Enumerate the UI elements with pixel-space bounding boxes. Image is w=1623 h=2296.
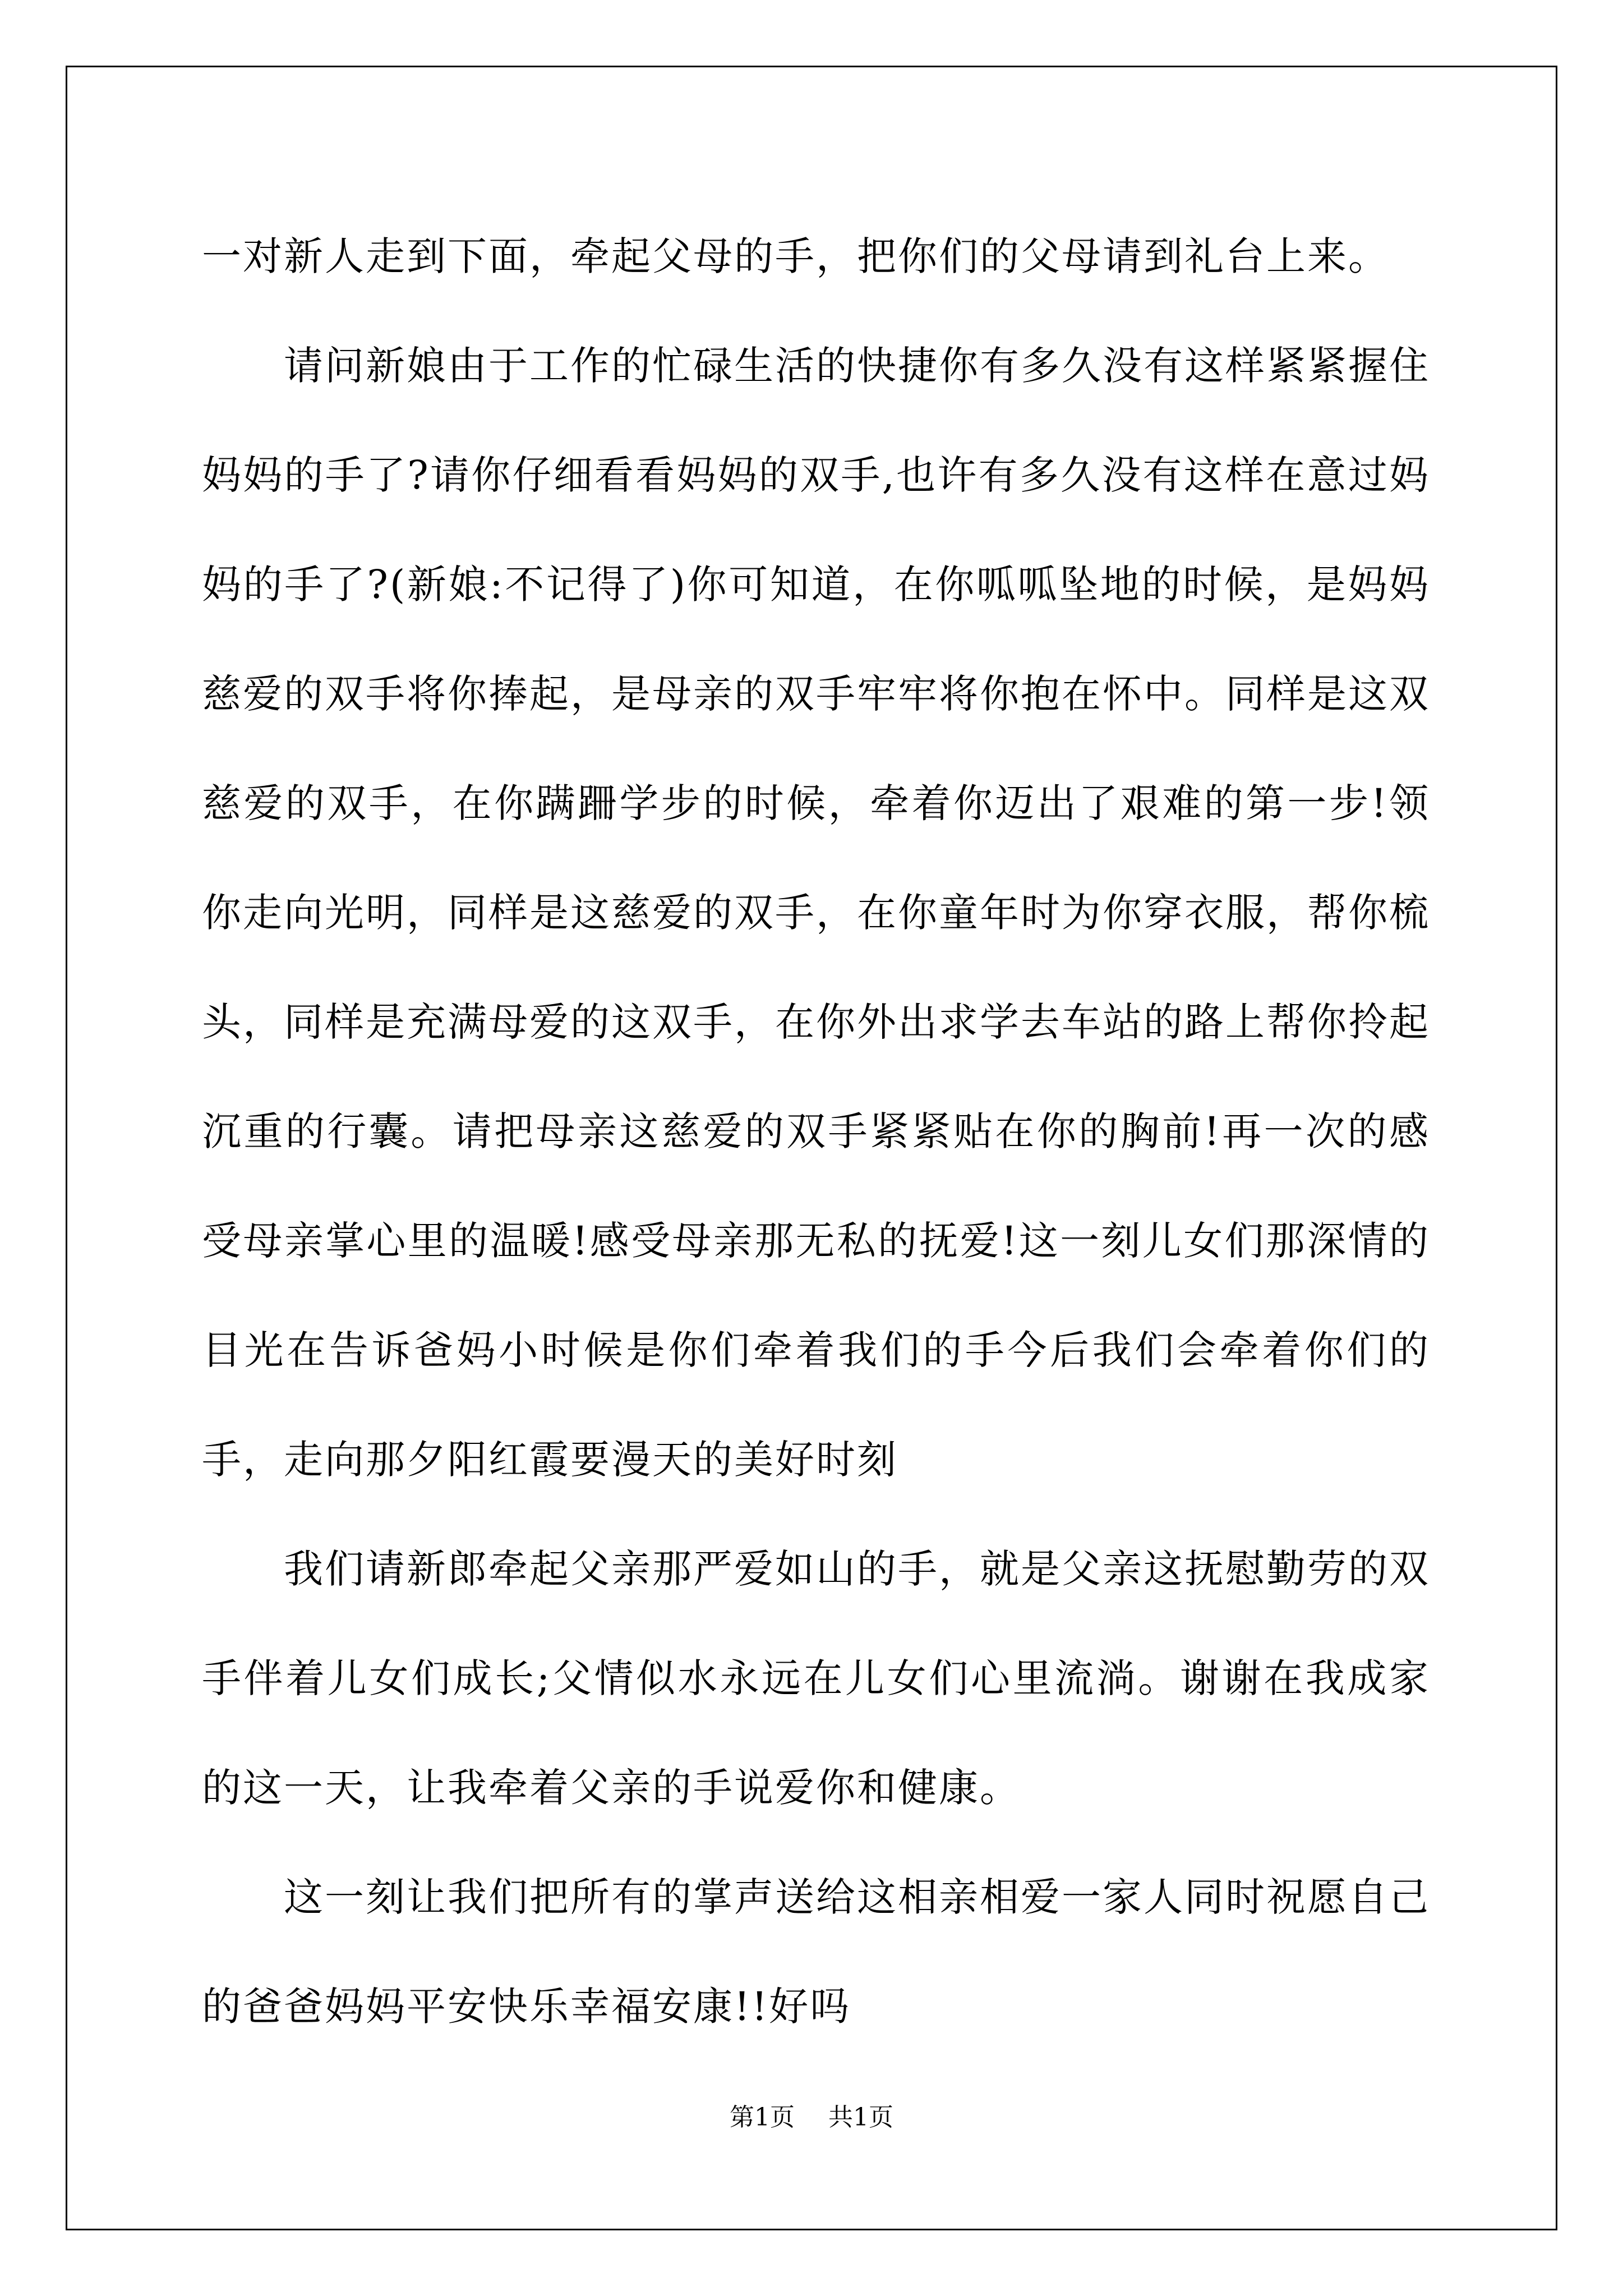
document-body: [202, 202, 1430, 2062]
paragraph-4: 这一刻让我们把所有的掌声送给这相亲相爱一家人同时祝愿自己的爸爸妈妈平安快乐幸福安康!!好吗: [202, 1874, 1430, 2030]
paragraph-2: 请问新娘由于工作的忙碌生活的快捷你有多久没有这样紧紧握住妈妈的手了?请你仔细看看妈妈的双手,也许有多久没有这样在意过妈妈的手了?(新娘:不记得了)你可知道，在你呱呱坠地的时候，是妈妈慈爱的双手将你捧起，是母亲的双手牢牢将你抱在怀中。同样是这双慈爱的双手，在你蹒跚学步的时候，牵着你迈出了艰难的第一步!领你走向光明，同样是这慈爱的双手，在你童年时为你穿衣服，帮你梳头，同样是充满母爱的这双手，在你外出求学去车站的路上帮你拎起沉重的行囊。请把母亲这慈爱的双手紧紧贴在你的胸前!再一次的感受母亲掌心里的温暖!感受母亲那无私的抚爱!这一刻儿女们那深情的目光在告诉爸妈小时候是你们牵着我们的手今后我们会牵着你们的手，走向那夕阳红霞要漫天的美好时刻: [202, 343, 1430, 1483]
page-footer: [0, 2101, 1623, 2134]
page-number: 第1页: [730, 2103, 795, 2132]
paragraph-3: 我们请新郎牵起父亲那严爱如山的手，就是父亲这抚慰勤劳的双手伴着儿女们成长;父情似水永远在儿女们心里流淌。谢谢在我成家的这一天，让我牵着父亲的手说爱你和健康。: [202, 1546, 1430, 1811]
page-total: 共1页: [828, 2103, 893, 2132]
paragraph-1: 一对新人走到下面，牵起父母的手，把你们的父母请到礼台上来。: [202, 233, 1389, 279]
